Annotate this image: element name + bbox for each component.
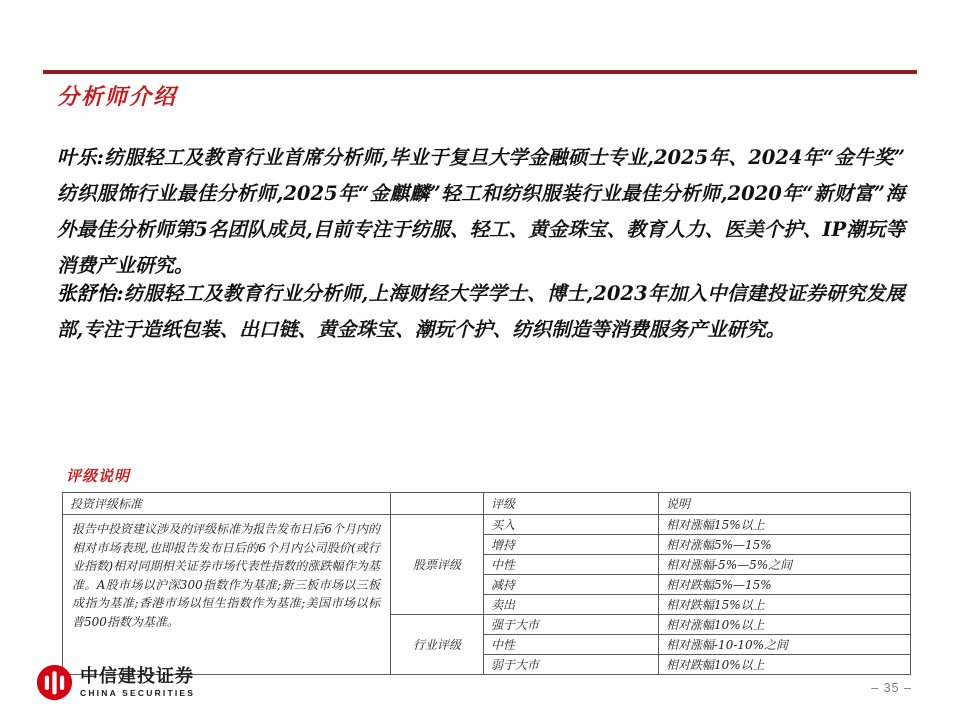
analyst-bio-text-2: 纺服轻工及教育行业分析师,上海财经大学学士、博士,2023年加入中信建投证券研究发展部,专注于造纸包装、出口链、黄金珠宝、潮玩个护、纺织制造等消费服务产业研究。 <box>57 281 905 341</box>
page-number: – 35 – <box>871 681 912 695</box>
header-cell-criteria: 投资评级标准 <box>63 493 391 515</box>
company-logo <box>36 664 195 701</box>
desc-cell: 相对涨幅5%—15% <box>659 535 911 555</box>
header-cell-empty <box>391 493 484 515</box>
desc-cell: 相对跌幅10%以上 <box>659 655 911 675</box>
analyst-name-1: 叶乐: <box>57 145 104 169</box>
rating-table-header-row <box>63 493 911 515</box>
analyst-bio-1 <box>57 140 905 284</box>
rating-cell: 减持 <box>484 575 659 595</box>
desc-cell: 相对涨幅10%以上 <box>659 615 911 635</box>
brand-name-cn: 中信建投证券 <box>80 666 194 687</box>
analyst-name-2: 张舒怡: <box>57 281 124 305</box>
rating-section-heading: 评级说明 <box>66 467 131 485</box>
rating-cell: 弱于大市 <box>484 655 659 675</box>
group-label-stock: 股票评级 <box>391 515 484 615</box>
page-title: 分析师介绍 <box>57 84 178 110</box>
analyst-bio-text-1: 纺服轻工及教育行业首席分析师,毕业于复旦大学金融硕士专业,2025年、2024年“金牛奖”纺织服饰行业最佳分析师,2025年“金麒麟”轻工和纺织服装行业最佳分析师,2020年“新财富”海外最佳分析师第5名团队成员,目前专注于纺服、轻工、黄金珠宝、教育人力、医美个护、IP潮玩等消费产业研究。 <box>57 145 905 277</box>
desc-cell: 相对跌幅15%以上 <box>659 595 911 615</box>
top-divider-rule <box>43 70 917 74</box>
rating-cell: 增持 <box>484 535 659 555</box>
rating-cell: 中性 <box>484 555 659 575</box>
desc-cell: 相对涨幅-10-10%之间 <box>659 635 911 655</box>
analyst-bio-2 <box>57 276 905 348</box>
criteria-text-cell: 报告中投资建议涉及的评级标准为报告发布日后6个月内的相对市场表现,也即报告发布日后的6个月内公司股价(或行业指数)相对同期相关证券市场代表性指数的涨跌幅作为基准。A股市场以沪深300指数作为基准;新三板市场以三板成指为基准;香港市场以恒生指数作为基准;美国市场以标普500指数为基准。 <box>63 515 391 675</box>
rating-cell: 中性 <box>484 635 659 655</box>
header-cell-description: 说明 <box>659 493 911 515</box>
group-label-industry: 行业评级 <box>391 615 484 675</box>
brand-name-en: CHINA SECURITIES <box>80 688 196 698</box>
table-row <box>63 515 911 535</box>
company-logo-icon <box>36 664 73 701</box>
rating-cell: 卖出 <box>484 595 659 615</box>
rating-cell: 强于大市 <box>484 615 659 635</box>
desc-cell: 相对跌幅5%—15% <box>659 575 911 595</box>
desc-cell: 相对涨幅15%以上 <box>659 515 911 535</box>
rating-cell: 买入 <box>484 515 659 535</box>
header-cell-rating: 评级 <box>484 493 659 515</box>
company-logo-text <box>80 667 195 698</box>
rating-table <box>62 492 911 675</box>
desc-cell: 相对涨幅-5%—5%之间 <box>659 555 911 575</box>
